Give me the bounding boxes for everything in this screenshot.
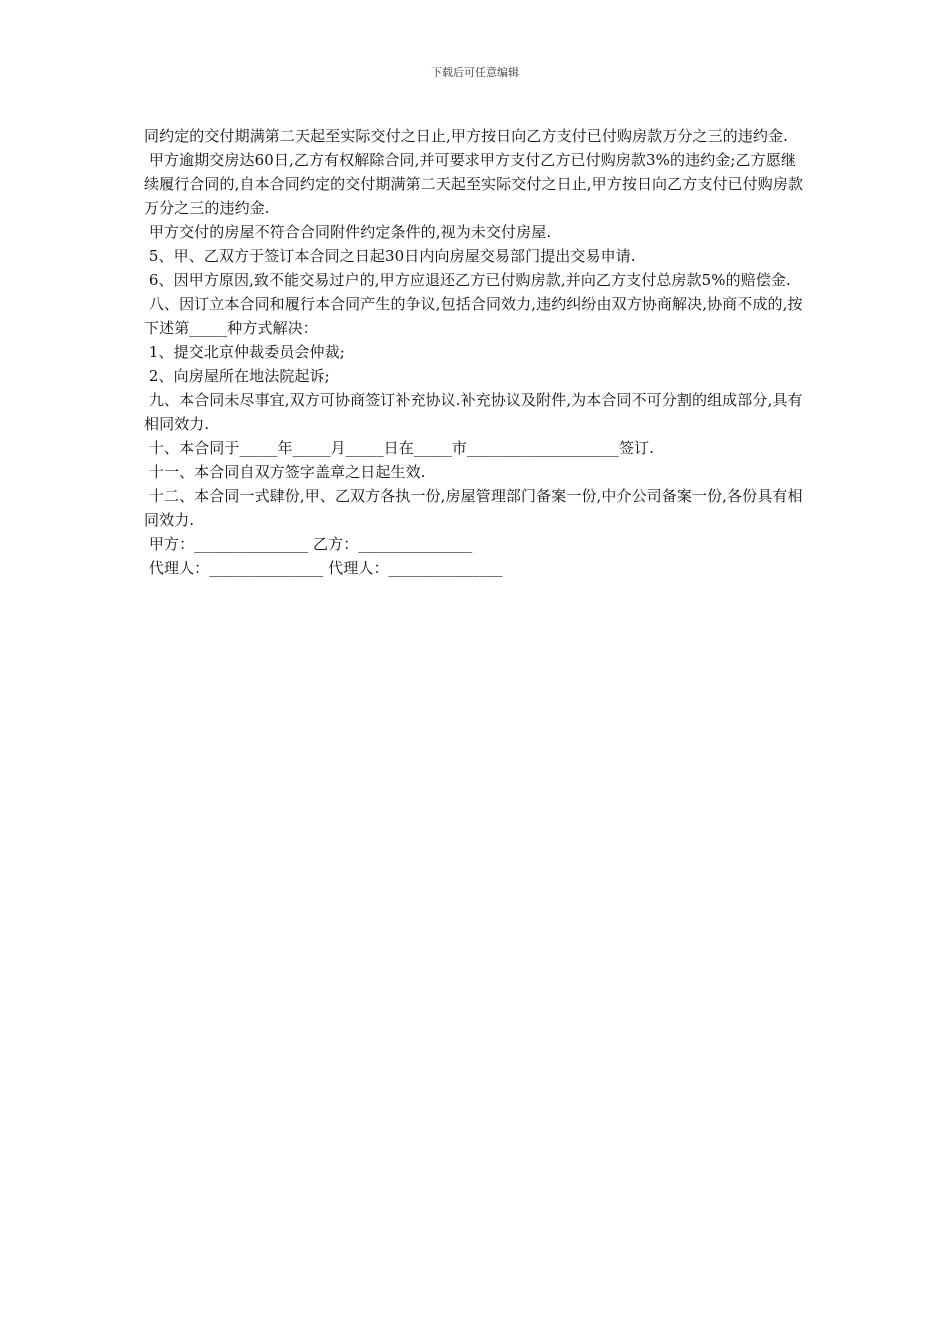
paragraph-clause-5: 5、甲、乙双方于签订本合同之日起30日内向房屋交易部门提出交易申请. bbox=[144, 247, 636, 265]
signature-line-parties: 甲方：_______________ 乙方：_______________ bbox=[144, 535, 473, 553]
paragraph-clause-9-supplements: 九、本合同未尽事宜,双方可协商签订补充协议.补充协议及附件,为本合同不可分割的组成部分,具有相同效力. bbox=[144, 391, 803, 433]
paragraph-clause-8-disputes: 八、因订立本合同和履行本合同产生的争议,包括合同效力,违约纠纷由双方协商解决,协商不成的,按下述第_____种方式解决： bbox=[144, 295, 803, 337]
paragraph-nonconforming-delivery: 甲方交付的房屋不符合合同附件约定条件的,视为未交付房屋. bbox=[144, 223, 552, 241]
paragraph-60-day-termination: 甲方逾期交房达60日,乙方有权解除合同,并可要求甲方支付乙方已付购房款3%的违约金;乙方愿继续履行合同的,自本合同约定的交付期满第二天起至实际交付之日止,甲方按日向乙方支付已付购房款万分之三的违约金. bbox=[144, 151, 804, 217]
paragraph-clause-11-effective: 十一、本合同自双方签字盖章之日起生效. bbox=[144, 463, 426, 481]
paragraph-clause-6: 6、因甲方原因,致不能交易过户的,甲方应退还乙方已付购房款,并向乙方支付总房款5%的赔偿金. bbox=[144, 271, 791, 289]
paragraph-option-court: 2、向房屋所在地法院起诉; bbox=[144, 367, 330, 385]
paragraph-clause-10-signing: 十、本合同于_____年_____月_____日在_____市____________________签订. bbox=[144, 439, 655, 457]
page-header: 下载后可任意编辑 bbox=[431, 66, 519, 79]
paragraph-clause-12-copies: 十二、本合同一式肆份,甲、乙双方各执一份,房屋管理部门备案一份,中介公司备案一份,各份具有相同效力. bbox=[144, 487, 803, 529]
document-body bbox=[144, 124, 808, 580]
paragraph-late-delivery-penalty: 同约定的交付期满第二天起至实际交付之日止,甲方按日向乙方支付已付购房款万分之三的违约金. bbox=[144, 127, 788, 145]
paragraph-option-arbitration: 1、提交北京仲裁委员会仲裁; bbox=[144, 343, 345, 361]
signature-line-agents: 代理人：_______________ 代理人：_______________ bbox=[144, 559, 503, 577]
